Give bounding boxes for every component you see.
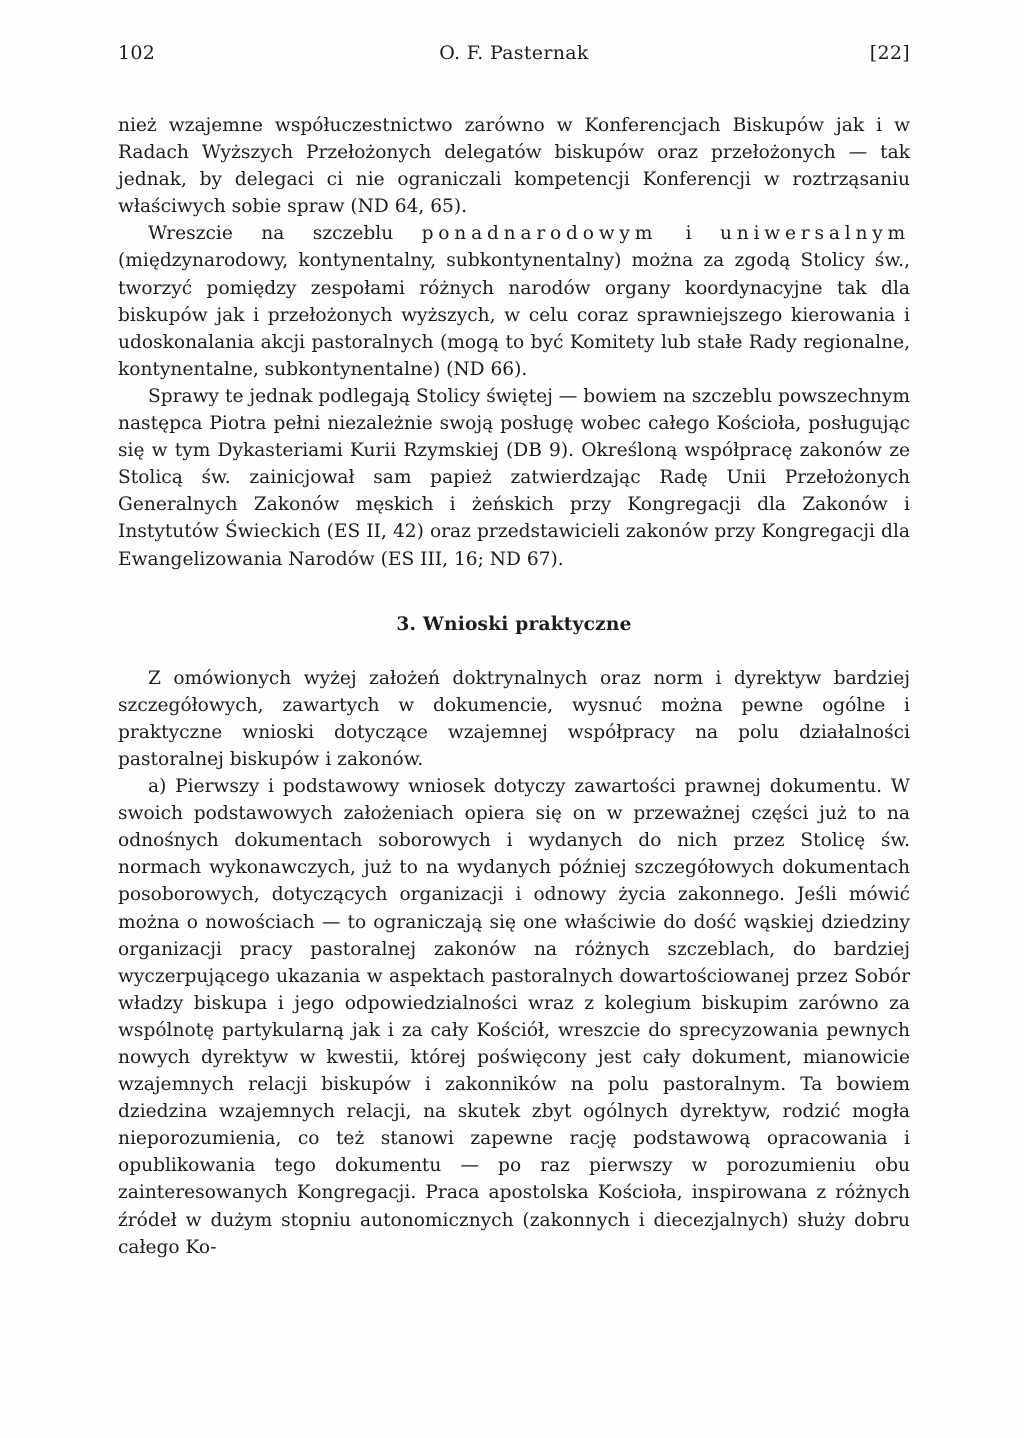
document-page [118,42,910,1258]
paragraph-text: i [657,223,720,245]
paragraph: a) Pierwszy i podstawowy wniosek dotyczy zawartości prawnej dokumentu. W swoich podstawowych założeniach opiera się on w przeważnej części już to na odnośnych dokumentach soborowych i wydanych do nich przez Stolicę św. normach wykonawczych, już to na wydanych później szczegółowych dokumentach posoborowych, dotyczących organizacji i odnowy życia zakonnego. Jeśli mówić można o nowościach — to ograniczają się one właściwie do dość wąskiej dziedziny organizacji pracy pastoralnej zakonów na różnych szczeblach, do bardziej wyczerpującego ukazania w aspektach pastoralnych dowartościowanej przez Sobór władzy biskupa i jego odpowiedzialności wraz z kolegium biskupim zarówno za wspólnotę partykularną jak i za cały Kościół, wreszcie do sprecyzowania pewnych nowych dyrektyw w kwestii, której poświęcony jest cały dokument, mianowicie wzajemnych relacji biskupów i zakonników na polu pastoralnym. Ta bowiem dziedzina wzajemnych relacji, na skutek zbyt ogólnych dyrektyw, rodzić mogła nieporozumienia, co też stanowi zapewne rację podstawową opracowania i opublikowania tego dokumentu — po raz pierwszy w porozumieniu obu zainteresowanych Kongregacji. Praca apostolska Kościoła, inspirowana z różnych źródeł w dużym stopniu autonomicznych (zakonnych i diecezjalnych) służy dobru całego Ko- [118,776,910,1258]
emphasized-term: uniwersalnym [719,223,910,245]
paragraph-text: (międzynarodowy, kontynentalny, subkontynentalny) można za zgodą Stolicy św., tworzyć pomiędzy zespołami różnych narodów organy koordynacyjne tak dla biskupów jak i przełożonych wyższych, w celu coraz sprawniejszego kierowania i udoskonalania akcji pastoralnych (mogą to być Komitety lub stałe Rady regionalne, kontynentalne, subkontynentalne) (ND 66). [118,250,910,380]
section-number: [22] [869,42,910,64]
paragraph: nież wzajemne współuczestnictwo zarówno w Konferencjach Biskupów jak i w Radach Wyższych Przełożonych delegatów biskupów oraz przełożonych — tak jednak, by delegaci ci nie ograniczali kompetencji Konferencji w roztrząsaniu właściwych sobie spraw (ND 64, 65). [118,115,910,218]
paragraph-text: Wreszcie na szczeblu [148,223,422,245]
paragraph [118,220,910,383]
page-header [118,42,910,78]
page-number: 102 [118,42,156,64]
body-text [118,112,910,1261]
emphasized-term: ponadnarodowym [421,223,658,245]
paragraph: Z omówionych wyżej założeń doktrynalnych oraz norm i dyrektyw bardziej szczegółowych, zawartych w dokumencie, wysnuć można pewne ogólne i praktyczne wnioski dotyczące wzajemnej współpracy na polu działalności pastoralnej biskupów i zakonów. [118,667,910,770]
running-title: O. F. Pasternak [439,42,589,64]
section-heading: 3. Wnioski praktyczne [396,613,632,635]
paragraph: Sprawy te jednak podlegają Stolicy świętej — bowiem na szczeblu powszechnym następca Piotra pełni niezależnie swoją posługę wobec całego Kościoła, posługując się w tym Dykasteriami Kurii Rzymskiej (DB 9). Określoną współpracę zakonów ze Stolicą św. zainicjował sam papież zatwierdzając Radę Unii Przełożonych Generalnych Zakonów męskich i żeńskich przy Kongregacji dla Zakonów i Instytutów Świeckich (ES II, 42) oraz przedstawicieli zakonów przy Kongregacji dla Ewangelizowania Narodów (ES III, 16; ND 67). [118,385,910,570]
